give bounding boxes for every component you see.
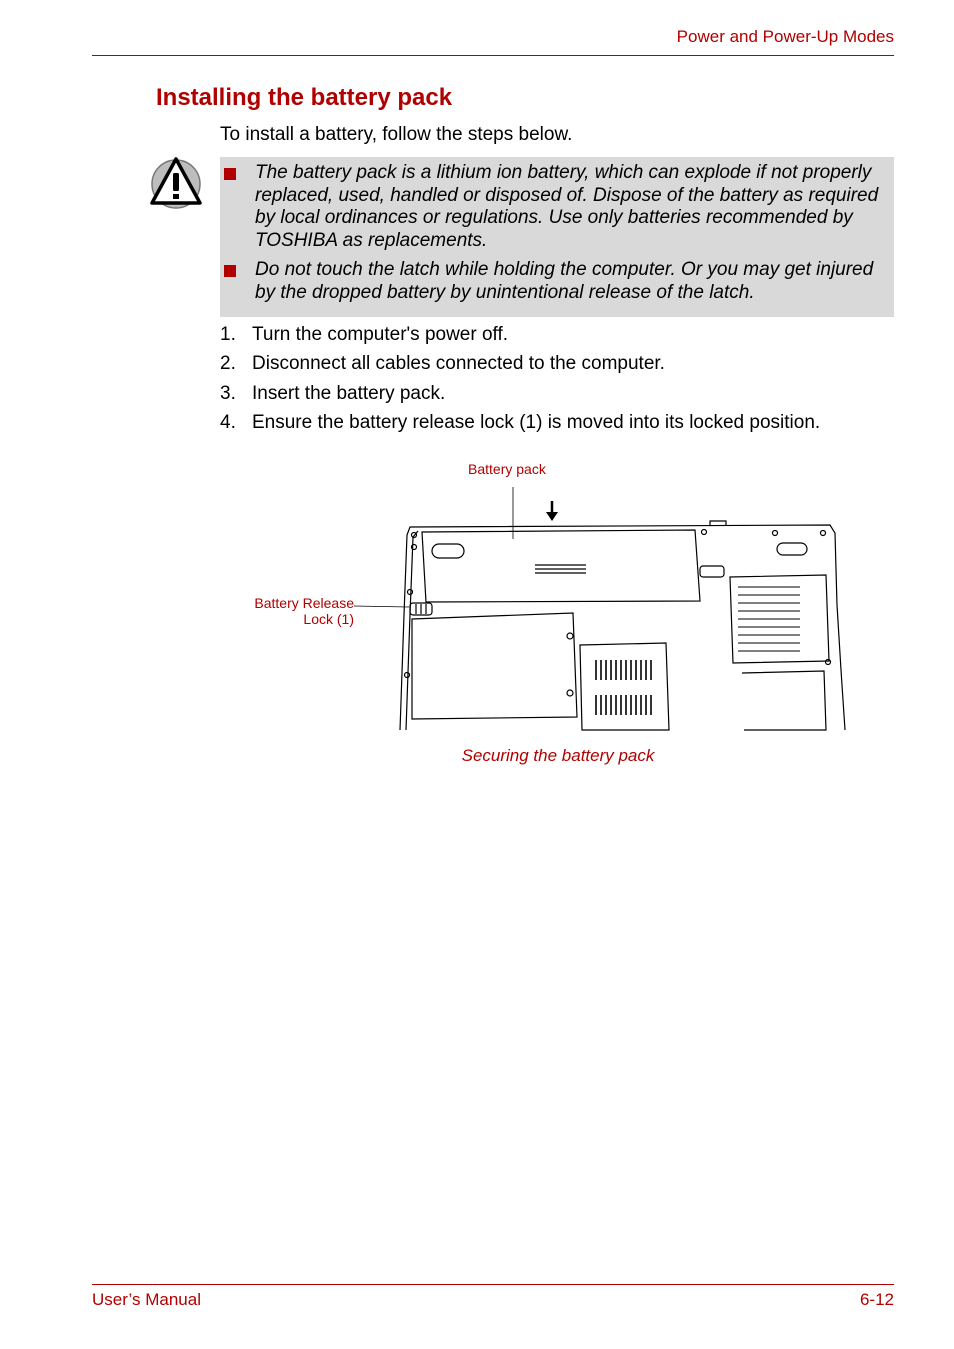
bullet-square-icon — [224, 168, 236, 180]
step-text: Turn the computer's power off. — [252, 324, 509, 345]
step-number: 3. — [220, 382, 236, 404]
running-header: Power and Power-Up Modes — [676, 27, 894, 46]
caution-item — [220, 259, 888, 304]
figure-caption: Securing the battery pack — [461, 746, 655, 765]
caution-text: The battery pack is a lithium ion battery, which can explode if not properly replaced, used, handled or disposed of. Dispose of the battery as required by local ordinances or regulations. Use only batteries recommended by TOSHIBA as replacements. — [255, 162, 879, 251]
step-text: Insert the battery pack. — [252, 382, 446, 404]
warning-triangle-icon — [150, 155, 202, 211]
battery-release-lock-label: Battery Release Lock (1) — [254, 595, 354, 627]
step-text: Ensure the battery release lock (1) is moved into its locked position. — [252, 411, 821, 433]
step-number: 1. — [220, 324, 236, 345]
battery-pack-label: Battery pack — [468, 461, 546, 477]
intro-text: To install a battery, follow the steps below. — [220, 124, 573, 145]
caution-text: Do not touch the latch while holding the computer. Or you may get injured by the dropped battery by unintentional release of the latch. — [255, 259, 874, 303]
step-number: 2. — [220, 353, 236, 375]
page-number: 6-12 — [859, 1290, 894, 1309]
footer-rule — [92, 1284, 894, 1285]
footer-manual-title: User’s Manual — [92, 1290, 201, 1309]
header-rule — [92, 55, 894, 56]
battery-figure — [230, 455, 860, 740]
section-heading: Installing the battery pack — [156, 84, 453, 111]
caution-box — [220, 157, 894, 317]
step-text: Disconnect all cables connected to the computer. — [252, 353, 665, 375]
caution-item — [220, 162, 888, 252]
bullet-square-icon — [224, 265, 236, 277]
step-number: 4. — [220, 411, 236, 433]
